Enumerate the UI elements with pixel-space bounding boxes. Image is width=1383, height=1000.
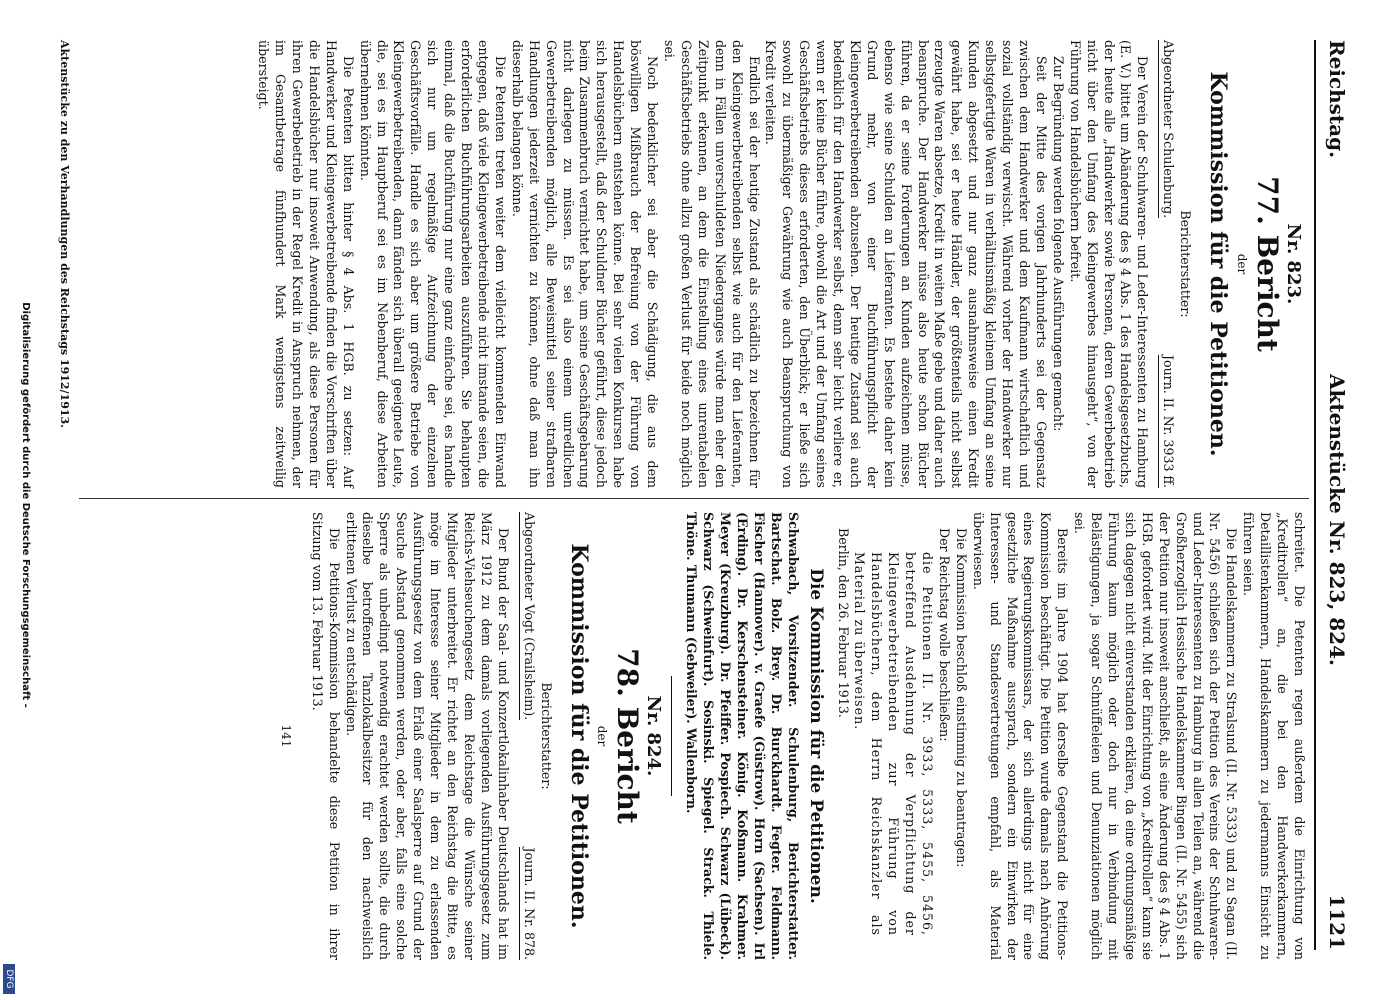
reporter-name: Abgeordneter Vogt (Crailsheim). [519, 512, 537, 720]
resolution: die Petitionen II. Nr. 3933, 5333, 5455, 5456, betreffend Ausdehnung der Verpflichtung der Kleingewerbetreibenden zur Führung von Handelsbüchern, dem Herrn Reichskanzler als Material zu überweisen. [852, 552, 936, 936]
signature-title: Die Kommission für die Petitionen. [805, 568, 826, 904]
reporter-label: Berichterstatter: [1178, 210, 1194, 318]
left-column [254, 40, 1307, 488]
report-title: 77. Bericht [1251, 176, 1285, 352]
section-number: Nr. 823. [1283, 223, 1304, 305]
paragraph: Die Petitions-Kommission behandelte diese Petition in ihrer Sitzung vom 13. Februar 1913. [309, 512, 342, 960]
paragraph: Zur Begründung werden folgende Ausführungen gemacht: [1050, 56, 1066, 432]
reporter-line [1158, 40, 1176, 488]
report-title: 78. Bericht [611, 648, 645, 824]
column-divider [79, 498, 1309, 499]
paragraph: Die Petenten bitten hinter § 4 Abs. 1 HGB. zu setzen: Auf Handwerker und Kleingewerbetreibende finden die Vorschriften über die Handelsbücher nur insoweit Anwendung, als diese Personen für ihren Gewerbebetrieb in der Regel Kredit in Anspruch nehmen, der im Gesamtbetrage fünfhundert Mark wenigstens zeitweilig übersteigt. [256, 40, 356, 488]
page-number: 1121 [1325, 894, 1349, 950]
paragraph: Die Petenten treten weiter dem vielleicht kommenden Einwand entgegen, daß viele Kleingewerbetreibende nicht imstande seien, die erforderlichen Buchführungsarbeiten auszuführen. Sie behaupten einmal, daß die Buchführung nur eine ganz einfache sei, es handle sich nur um regelmäßige Aufzeichnung der einzelnen Geschäftsvorfälle. Handle es sich aber um größere Betriebe von Kleingewerbetreibenden, dann fänden sich überall geeignete Leute, die, sei es im Hauptberuf sei es im Nebenberuf, diese Arbeiten übernehmen könnten. [357, 40, 508, 488]
right-column [277, 512, 1307, 960]
paragraph: Die Kommission beschloß einstimmig zu beantragen: [953, 528, 969, 868]
footer-note: Aktenstücke zu den Verhandlungen des Reichstags 1912/1913. [58, 40, 71, 428]
paragraph: Seit der Mitte des vorigen Jahrhunderts sei der Gegensatz zwischen dem Handwerker und dem Kaufmann wirtschaftlich und sozial vollständig verwischt. Während vorher der Handwerker nur selbstgefertigte Waren in verhältnismäßig kleinem Umfang an seine Kunden abgesetzt und nur ganz ausnahmsweise einen Kredit gewährt habe, sei er heute Händler, der größtenteils nicht selbst erzeugte Waren absetze, Kredit in weiten Maße gebe und daher auch beanspruche. Der Handwerker müsse also heute schon Bücher führen, da er seine Forderungen an Kunden aufzeichnen müsse, ebenso wie seine Schulden an Lieferanten. Es bestehe daher kein Grund mehr, von einer Buchführungspflicht der Kleingewerbetreibenden abzusehen. Der heutige Zustand sei auch bedenklich für den Handwerker selbst, denn sehr leicht verliere er, wenn er keine Bücher führe, obwohl die Art und der Umfang seines Geschäftsbetriebs dieses erforderten, den Überblick; er ließe sich sowohl zu übermäßiger Gewährung wie auch Beanspruchung von Kredit verleiten. [763, 40, 1049, 488]
separator [671, 676, 672, 796]
journal-number: Journ. II. Nr. 3933 ff. [1158, 355, 1176, 488]
paragraph: schreitet. Die Petenten regen außerdem die Einrichtung von „Kreditrollen“ an, die bei den Handwerkerkammern, Detaillistenkammern, Handelskammern zu jedermanns Einsicht zu führen seien. [1241, 512, 1307, 960]
paragraph: Noch bedenklicher sei aber die Schädigung, die aus dem böswilligen Mißbrauch der Befreiung von der Führung von Handelsbüchern entstehen könne. Bei sehr vielen Konkursen habe sich herausgestellt, daß der Schuldner Bücher geführt, diese jedoch beim Zusammenbruch vernichtet habe, um seine Geschäftsgebarung nicht darlegen zu müssen. Es sei also einem unredlichen Gewerbetreibenden möglich, alle Beweismittel seiner strafbaren Handlungen jederzeit vernichten zu können, ohne daß man ihn dieserhalb belangen könne. [509, 40, 661, 488]
reporter-label: Berichterstatter: [538, 682, 554, 790]
paragraph: Endlich sei der heutige Zustand als schädlich zu bezeichnen für den Kleingewerbetreibenden selbst wie auch für den Lieferanten, denn in Fällen unverschuldeten Niederganges würde man eher den Zeitpunkt erkennen, an dem die Einstellung eines unrentabelen Geschäftsbetriebs ohne allzu großen Verlust für beide noch möglich sei. [662, 40, 762, 488]
reporter-line [519, 512, 537, 960]
paragraph: Bereits im Jahre 1904 hat derselbe Gegenstand die Petitions-Kommission beschäftigt. Die Petition wurde damals nach Anhörung eines Regierungskommissars, der sich allerdings nicht für eine gesetzliche Maßnahme aussprach, sondern ein Einwirken der Interessen- und Standesvertretungen empfahl, als Material überwiesen. [970, 512, 1071, 960]
journal-number: Journ. II. Nr. 878. [519, 847, 537, 960]
digitization-note: Digitalisierung gefördert durch die Deutsche Forschungsgemeinschaft - [20, 302, 31, 708]
header-rule [1314, 40, 1316, 950]
paragraph: Der Reichstag wolle beschließen: [936, 528, 952, 742]
commission-title: Kommission für die Petitionen. [1205, 71, 1232, 457]
reporter-name: Abgeordneter Schulenburg. [1158, 40, 1176, 218]
running-header [1319, 40, 1355, 950]
signatures: Schwabach, Vorsitzender. Schulenburg, Berichterstatter. Bartschat. Bolz. Brey. Dr. Burckhardt. Fegter. Feldmann. Fischer (Hannover). v. Graefe (Güstrow). Horn (Sachsen). Irl (Erding). Dr. Kerschensteiner. König. Koßmann. Krahmer. Meyer (Kreuzburg). Dr. Pfeiffer. Pospiech. Schwarz (Lübeck). Schwarz (Schweinfurt). Sosinski. Spiegel. Strack. Thiele. Thöne. Thumann (Gebweiler). Wallenborn. [684, 512, 801, 960]
report-der: der [1235, 253, 1250, 275]
signature-number: 141 [278, 724, 293, 748]
paragraph: Die Handelskammern zu Stralsund (II. Nr. 5333) und zu Sagan (II. Nr. 5456) schließen sich der Petition des Vereins der Schuhwaren- und Leder-Interessenten zu Hamburg in allen Teilen an, während die Großherzoglich Hessische Handelskammer Bingen (II. Nr. 5455) sich der Petition nur insoweit anschließt, als eine Änderung des § 4 Abs. 1 HGB. gefordert wird. Mit der Einrichtung von „Kreditrollen“ kann sie sich dagegen nicht einverstanden erklären, da eine ordnungsmäßige Führung kaum möglich oder doch nur in Verbindung mit Belästigungen, ja sogar Schnüffeleien und Denunziationen möglich sei. [1072, 512, 1240, 960]
paragraph: Der Verein der Schuhwaren- und Leder-Interessenten zu Hamburg (E. V.) bittet um Abänderung des § 4 Abs. 1 des Handelsgesetzbuchs, der heute alle „Handwerker sowie Personen, deren Gewerbebetrieb nicht über den Umfang des Kleingewerbes hinausgeht“, von der Führung von Handelsbüchern befreit. [1067, 40, 1151, 488]
commission-title: Kommission für die Petitionen. [565, 543, 592, 929]
section-number: Nr. 824. [643, 695, 665, 777]
dfg-logo: DFG [3, 964, 15, 994]
paragraph: Der Bund der Saal- und Konzertlokalinhaber Deutschlands hat im März 1912 zu dem damals vorliegenden Ausführungsgesetz zum Reichs-Viehseuchengesetz dem Reichstage die Wünsche seiner Mitglieder unterbreitet. Er richtet an den Reichstag die Bitte, es möge im Interesse seiner Mitglieder in dem zu erlassenden Ausführungsgesetz von dem Erlaß einer Saalsperre auf Grund der Seuche Abstand genommen werden, oder aber, falls eine solche Sperre als unbedingt notwendig erachtet werden sollte, die durch dieselbe betroffenen Tanzlokalbesitzer für den nachweislich erlittenen Verlust zu entschädigen. [343, 512, 511, 960]
date-line: Berlin, den 26. Februar 1913. [835, 528, 851, 718]
header-center: Aktenstücke Nr. 823, 824. [1325, 374, 1349, 666]
report-der: der [595, 725, 610, 747]
header-left: Reichstag. [1325, 40, 1349, 159]
